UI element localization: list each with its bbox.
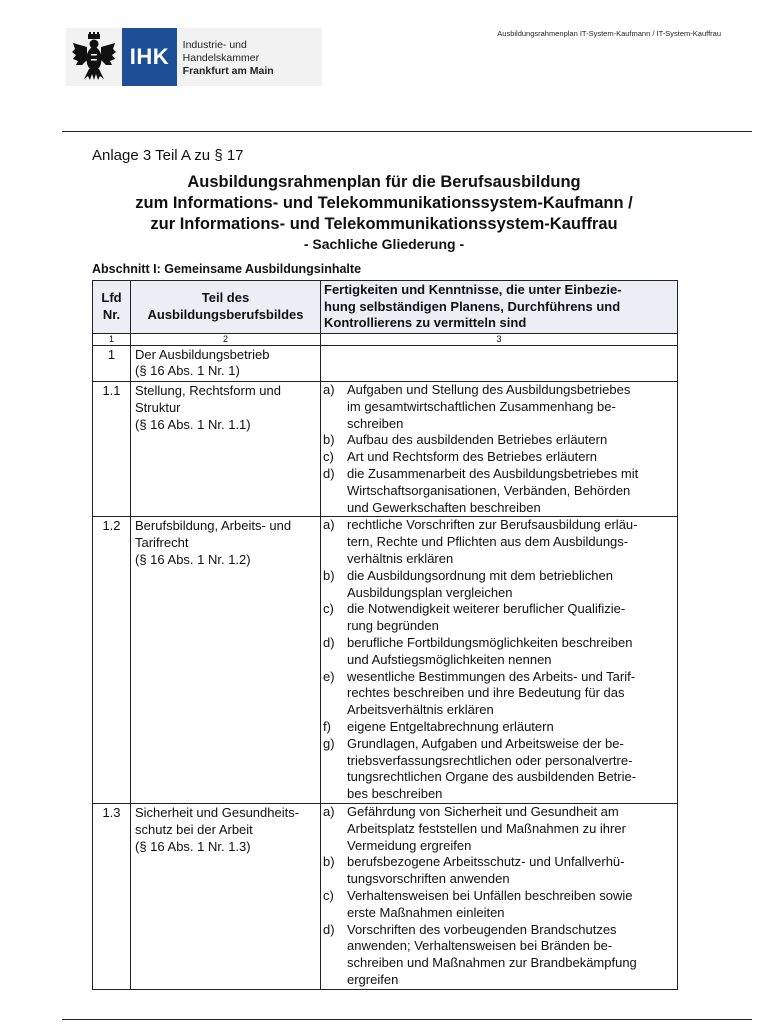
lfd-nr-cell: 1.1: [93, 382, 131, 517]
teil-cell: [131, 804, 321, 990]
item-line: wesentliche Bestimmungen des Arbeits- und Tarif-: [347, 668, 636, 684]
list-item: [323, 854, 674, 888]
table-row: [93, 382, 678, 517]
lfd-nr-cell: 1.2: [93, 517, 131, 804]
header-line: Teil des: [201, 290, 250, 306]
list-item: [323, 888, 674, 922]
lfd-nr-cell: 1.3: [93, 804, 131, 990]
item-line: verhältnis erklären: [347, 551, 454, 567]
item-line: Wirtschaftsorganisationen, Verbänden, Behörden: [347, 482, 631, 498]
item-letter: d): [323, 635, 335, 651]
item-letter: e): [323, 668, 335, 684]
item-line: die Notwendigkeit weiterer beruflicher Qualifizie-: [347, 601, 626, 617]
chamber-name: [177, 28, 322, 86]
header-line: Fertigkeiten und Kenntnisse, die unter Einbezie-: [324, 282, 622, 297]
ihk-logo: [66, 28, 322, 86]
list-item: [323, 635, 674, 669]
item-line: erste Maßnahmen einleiten: [347, 904, 505, 920]
list-item: [323, 804, 674, 854]
fertigkeiten-cell: [321, 382, 678, 517]
item-letter: a): [323, 382, 335, 398]
teil-line: (§ 16 Abs. 1 Nr. 1): [135, 363, 240, 379]
item-line: und Aufstiegsmöglichkeiten nennen: [347, 651, 552, 667]
header-line: hung selbständigen Planens, Durchführens und: [324, 298, 621, 314]
item-line: rechtes beschreiben und ihre Bedeutung für das: [347, 685, 625, 701]
item-letter: b): [323, 567, 335, 583]
item-line: Arbeitsplatz feststellen und Maßnahmen zu ihrer: [347, 820, 626, 836]
item-text: [347, 635, 674, 669]
eagle-icon: [66, 28, 122, 86]
header-rule: [62, 131, 752, 132]
column-number: 1: [93, 333, 131, 345]
list-item: [323, 601, 674, 635]
item-text: [347, 601, 674, 635]
item-line: Grundlagen, Aufgaben und Arbeitsweise der be-: [347, 735, 624, 751]
item-line: tern, Rechte und Pflichten aus dem Ausbildungs-: [347, 534, 629, 550]
teil-line: (§ 16 Abs. 1 Nr. 1.3): [135, 838, 251, 854]
item-text: [347, 382, 674, 432]
item-line: bes beschreiben: [347, 786, 443, 802]
chamber-line-2: Frankfurt am Main: [182, 65, 274, 77]
item-line: schreiben: [347, 415, 404, 431]
header-teil: [131, 281, 321, 334]
item-text: [347, 669, 674, 719]
item-line: berufsbezogene Arbeitsschutz- und Unfallverhü-: [347, 854, 625, 870]
fertigkeiten-cell: [321, 345, 678, 382]
item-line: Verhaltensweisen bei Unfällen beschreiben sowie: [347, 888, 633, 903]
column-number-row: [93, 333, 678, 345]
item-text: [347, 922, 674, 989]
lfd-nr-cell: 1: [93, 345, 131, 382]
item-letter: c): [323, 601, 334, 617]
teil-cell: [131, 382, 321, 517]
section-heading: Abschnitt I: Gemeinsame Ausbildungsinhalte: [92, 262, 362, 276]
teil-line: Struktur: [135, 399, 181, 415]
item-text: [347, 466, 674, 516]
item-letter: a): [323, 804, 335, 820]
title-line: Ausbildungsrahmenplan für die Berufsausbildung: [187, 173, 581, 191]
item-letter: f): [323, 719, 331, 735]
item-letter: a): [323, 517, 335, 533]
item-line: Arbeitsverhältnis erklären: [347, 702, 494, 718]
item-line: Ausbildungsplan vergleichen: [347, 584, 513, 600]
list-item: [323, 669, 674, 719]
item-text: [347, 804, 674, 854]
item-line: anwenden; Verhaltensweisen bei Bränden be-: [347, 938, 613, 954]
header-line: Nr.: [102, 306, 121, 322]
item-letter: d): [323, 921, 335, 937]
column-number: 2: [131, 333, 321, 345]
item-text: [347, 854, 674, 888]
item-line: die Ausbildungsordnung mit dem betrieblichen: [347, 567, 613, 583]
item-line: ergreifen: [347, 971, 399, 987]
item-text: [347, 517, 674, 567]
item-text: [347, 568, 674, 602]
list-item: [323, 382, 674, 432]
teil-line: Sicherheit und Gesundheits-: [135, 805, 300, 821]
list-item: [323, 432, 674, 449]
list-item: [323, 568, 674, 602]
teil-cell: [131, 345, 321, 382]
teil-line: Tarifrecht: [135, 535, 189, 551]
fertigkeiten-cell: [321, 804, 678, 990]
list-item: [323, 719, 674, 736]
column-number: 3: [321, 333, 678, 345]
header-line: Ausbildungsberufsbildes: [147, 306, 304, 322]
footer-rule: [62, 1019, 752, 1020]
fertigkeiten-cell: [321, 517, 678, 804]
list-item: [323, 736, 674, 803]
item-line: Vorschriften des vorbeugenden Brandschutzes: [347, 921, 617, 937]
item-line: eigene Entgeltabrechnung erläutern: [347, 719, 554, 735]
item-line: die Zusammenarbeit des Ausbildungsbetriebes mit: [347, 466, 639, 482]
header-lfd-nr: [93, 281, 131, 334]
title-line: zum Informations- und Telekommunikationssystem-Kaufmann /: [135, 194, 633, 212]
item-letter: c): [323, 449, 334, 465]
item-line: Gefährdung von Sicherheit und Gesundheit am: [347, 804, 619, 820]
item-letter: d): [323, 466, 335, 482]
teil-line: (§ 16 Abs. 1 Nr. 1.1): [135, 416, 251, 432]
table-body: [93, 345, 678, 989]
item-line: schreiben und Maßnahmen zur Brandbekämpfung: [347, 955, 637, 971]
list-item: [323, 466, 674, 516]
annex-label: Anlage 3 Teil A zu § 17: [92, 147, 244, 164]
item-text: [347, 449, 674, 466]
ihk-mark: IHK: [122, 28, 176, 86]
title-line: zur Informations- und Telekommunikationssystem-Kauffrau: [150, 215, 618, 233]
item-text: [347, 719, 674, 736]
item-line: Aufgaben und Stellung des Ausbildungsbetriebes: [347, 382, 631, 398]
document-title: [0, 172, 768, 235]
item-line: Vermeidung ergreifen: [347, 837, 472, 853]
list-item: [323, 449, 674, 466]
item-letter: b): [323, 432, 335, 448]
header-fertigkeiten: [321, 281, 678, 334]
list-item: [323, 922, 674, 989]
item-line: und Gewerkschaften beschreiben: [347, 499, 541, 515]
table-row: [93, 517, 678, 804]
list-item: [323, 517, 674, 567]
item-letter: b): [323, 854, 335, 870]
item-line: Art und Rechtsform des Betriebes erläutern: [347, 449, 598, 465]
teil-cell: [131, 517, 321, 804]
item-letter: c): [323, 888, 334, 903]
item-line: berufliche Fortbildungsmöglichkeiten beschreiben: [347, 635, 633, 651]
item-line: Aufbau des ausbildenden Betriebes erläutern: [347, 432, 608, 448]
item-line: tungsvorschriften anwenden: [347, 871, 510, 887]
item-line: rung begründen: [347, 618, 439, 634]
running-title: Ausbildungsrahmenplan IT-System-Kaufmann / IT-System-Kauffrau: [497, 29, 721, 38]
chamber-line-1: Industrie- und Handelskammer: [182, 39, 260, 64]
teil-line: Der Ausbildungsbetrieb: [135, 346, 270, 362]
teil-line: Berufsbildung, Arbeits- und: [135, 518, 292, 534]
item-text: [347, 432, 674, 449]
teil-line: schutz bei der Arbeit: [135, 821, 253, 837]
table-header-row: [93, 281, 678, 334]
training-plan-table: [92, 280, 678, 990]
table-row: [93, 804, 678, 990]
teil-line: (§ 16 Abs. 1 Nr. 1.2): [135, 552, 251, 568]
item-text: [347, 888, 674, 922]
document-subtitle: - Sachliche Gliederung -: [303, 236, 465, 252]
header-line: Lfd: [101, 290, 122, 306]
item-line: triebsverfassungsrechtlichen oder personalvertre-: [347, 752, 633, 768]
item-letter: g): [323, 735, 335, 751]
item-line: tungsrechtlichen Organe des ausbildenden Betrie-: [347, 769, 637, 785]
item-text: [347, 736, 674, 803]
item-line: im gesamtwirtschaftlichen Zusammenhang be-: [347, 398, 616, 414]
table-row: [93, 345, 678, 382]
teil-line: Stellung, Rechtsform und: [135, 383, 281, 399]
item-line: rechtliche Vorschriften zur Berufsausbildung erläu-: [347, 517, 638, 533]
header-line: Kontrollierens zu vermitteln sind: [324, 315, 527, 330]
